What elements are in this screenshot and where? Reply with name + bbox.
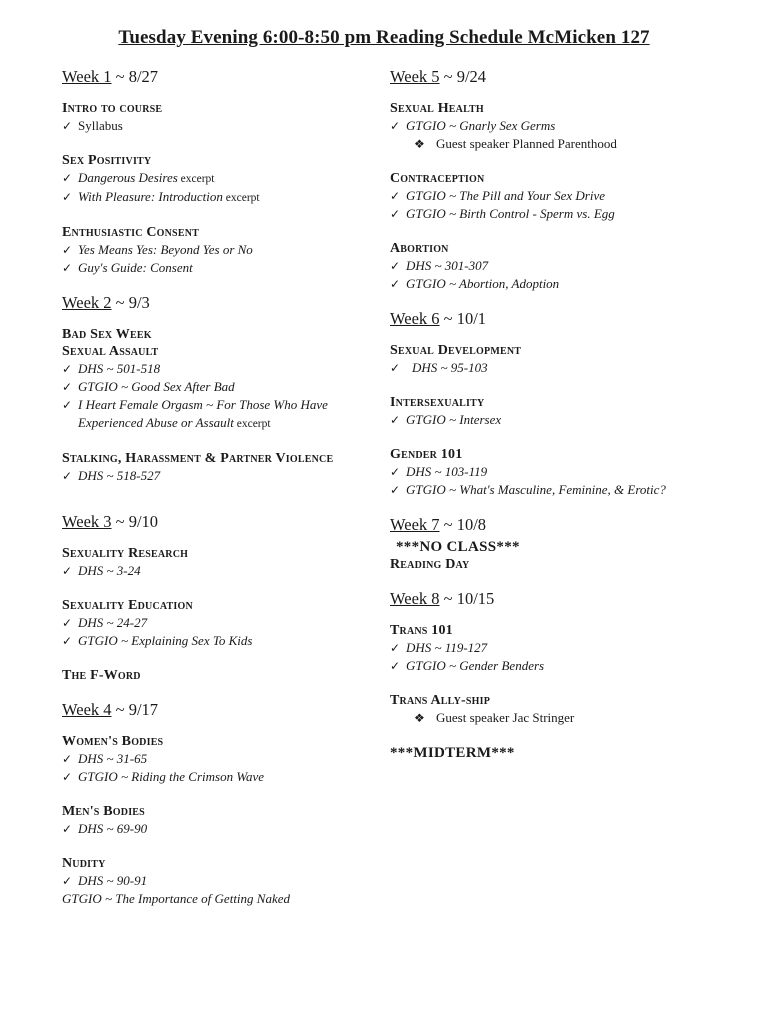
reading-item [62, 820, 380, 838]
section-mens-bodies: Men's Bodies [62, 804, 145, 819]
item-suffix: excerpt [233, 418, 271, 430]
check-icon: ✓ [62, 243, 73, 257]
item-text: With Pleasure: Introduction [78, 189, 223, 204]
check-icon: ✓ [390, 465, 401, 479]
week-date: ~ 9/3 [111, 293, 150, 312]
item-text: DHS ~ 103-119 [406, 464, 488, 479]
item-text: GTGIO ~ Birth Control - Sperm vs. Egg [406, 206, 615, 221]
reading-item [62, 614, 380, 632]
section-intro-to-course: Intro to course [62, 101, 163, 116]
item-text: DHS ~ 501-518 [78, 361, 161, 376]
check-icon: ✓ [62, 822, 73, 836]
check-icon: ✓ [62, 752, 73, 766]
check-icon: ✓ [390, 259, 401, 273]
week-label: Week 1 [62, 67, 112, 86]
section-bad-sex-week: Bad Sex Week [62, 327, 152, 342]
reading-item [62, 768, 380, 786]
item-text: DHS ~ 301-307 [406, 258, 489, 273]
check-icon: ✓ [62, 469, 73, 483]
section-sex-positivity: Sex Positivity [62, 153, 152, 168]
guest-speaker-item [390, 709, 730, 727]
section-the-f-word: The F-Word [62, 668, 141, 683]
item-text: Yes Means Yes: Beyond Yes or No [78, 242, 253, 257]
week-1-heading [62, 66, 380, 88]
check-icon: ✓ [390, 119, 401, 133]
item-text: GTGIO ~ Explaining Sex To Kids [78, 633, 253, 648]
item-text: DHS ~ 31-65 [78, 751, 148, 766]
check-icon: ✓ [390, 483, 401, 497]
item-text: Syllabus [78, 118, 123, 133]
item-text: DHS ~ 24-27 [78, 615, 148, 630]
week-date: ~ 9/24 [439, 67, 487, 86]
diamond-bullet-icon: ❖ [414, 711, 425, 725]
reading-item [390, 657, 730, 675]
check-icon: ✓ [390, 207, 401, 221]
item-text: GTGIO ~ Good Sex After Bad [78, 379, 235, 394]
check-icon: ✓ [390, 413, 401, 427]
reading-item [390, 257, 730, 275]
item-text: DHS ~ 119-127 [406, 640, 488, 655]
check-icon: ✓ [390, 277, 401, 291]
week-label: Week 6 [390, 309, 440, 328]
page-title: Tuesday Evening 6:00-8:50 pm Reading Schedule McMicken 127 [118, 27, 650, 48]
reading-item [390, 359, 730, 377]
check-icon: ✓ [62, 190, 73, 204]
section-sexual-development: Sexual Development [390, 343, 522, 358]
reading-item [62, 117, 380, 135]
item-text: Guy's Guide: Consent [78, 260, 193, 275]
reading-item [62, 378, 380, 396]
item-text: Guest speaker Jac Stringer [436, 710, 575, 725]
week-8-heading [390, 588, 730, 610]
item-suffix: excerpt [222, 192, 260, 204]
item-text: GTGIO ~ Riding the Crimson Wave [78, 769, 265, 784]
week-date: ~ 9/17 [111, 700, 159, 719]
reading-item [62, 188, 380, 207]
reading-item [390, 205, 730, 223]
week-date: ~ 10/8 [439, 515, 487, 534]
section-gender-101: Gender 101 [390, 447, 463, 462]
section-intersexuality: Intersexuality [390, 395, 485, 410]
right-column [390, 66, 730, 762]
check-icon: ✓ [390, 659, 401, 673]
week-label: Week 3 [62, 512, 112, 531]
week-date: ~ 8/27 [111, 67, 159, 86]
item-text: GTGIO ~ The Pill and Your Sex Drive [406, 188, 606, 203]
midterm-notice: ***MIDTERM*** [390, 745, 515, 761]
section-sexuality-research: Sexuality Research [62, 546, 189, 561]
week-label: Week 2 [62, 293, 112, 312]
section-enthusiastic-consent: Enthusiastic Consent [62, 225, 199, 240]
section-abortion: Abortion [390, 241, 449, 256]
section-womens-bodies: Women's Bodies [62, 734, 164, 749]
check-icon: ✓ [62, 261, 73, 275]
item-text: I Heart Female Orgasm ~ For Those Who Have [78, 397, 328, 412]
item-text: DHS ~ 69-90 [78, 821, 148, 836]
reading-item [62, 169, 380, 188]
section-sexuality-education: Sexuality Education [62, 598, 193, 613]
item-text: Guest speaker Planned Parenthood [436, 136, 617, 151]
check-icon: ✓ [62, 874, 73, 888]
section-trans-101: Trans 101 [390, 623, 453, 638]
section-sexual-health: Sexual Health [390, 101, 484, 116]
reading-item [62, 259, 380, 277]
reading-item [390, 463, 730, 481]
reading-item [390, 275, 730, 293]
reading-item [390, 411, 730, 429]
reading-item-plain: GTGIO ~ The Importance of Getting Naked [62, 891, 291, 906]
week-date: ~ 10/15 [439, 589, 495, 608]
check-icon: ✓ [390, 361, 401, 375]
section-nudity: Nudity [62, 856, 106, 871]
check-icon: ✓ [62, 380, 73, 394]
reading-item [390, 481, 730, 499]
reading-item [390, 639, 730, 657]
reading-item [62, 562, 380, 580]
item-text: DHS ~ 95-103 [412, 360, 488, 375]
reading-item [62, 632, 380, 650]
reading-item [62, 241, 380, 259]
week-3-heading [62, 511, 380, 533]
check-icon: ✓ [62, 770, 73, 784]
item-text: DHS ~ 90-91 [78, 873, 148, 888]
item-text-continued: Experienced Abuse or Assault [78, 415, 234, 430]
check-icon: ✓ [62, 119, 73, 133]
reading-item [390, 117, 730, 135]
item-text: GTGIO ~ Intersex [406, 412, 502, 427]
week-2-heading [62, 292, 380, 314]
reading-item [62, 750, 380, 768]
item-text: GTGIO ~ What's Masculine, Feminine, & Erotic? [406, 482, 666, 497]
week-date: ~ 9/10 [111, 512, 159, 531]
week-4-heading [62, 699, 380, 721]
reading-item [62, 872, 380, 890]
week-label: Week 7 [390, 515, 440, 534]
week-5-heading [390, 66, 730, 88]
check-icon: ✓ [62, 634, 73, 648]
check-icon: ✓ [62, 616, 73, 630]
reading-item [390, 187, 730, 205]
section-contraception: Contraception [390, 171, 485, 186]
reading-item [62, 396, 380, 433]
week-date: ~ 10/1 [439, 309, 487, 328]
week-label: Week 8 [390, 589, 440, 608]
left-column [62, 66, 380, 908]
check-icon: ✓ [390, 189, 401, 203]
diamond-bullet-icon: ❖ [414, 137, 425, 151]
section-trans-ally-ship: Trans Ally-ship [390, 693, 491, 708]
item-text: GTGIO ~ Gender Benders [406, 658, 545, 673]
item-text: GTGIO ~ Gnarly Sex Germs [406, 118, 556, 133]
check-icon: ✓ [62, 398, 73, 412]
check-icon: ✓ [62, 362, 73, 376]
week-6-heading [390, 308, 730, 330]
check-icon: ✓ [62, 564, 73, 578]
week-7-heading [390, 514, 730, 536]
reading-day-label: Reading Day [390, 557, 470, 572]
week-label: Week 4 [62, 700, 112, 719]
reading-item [62, 360, 380, 378]
item-suffix: excerpt [177, 173, 215, 185]
item-text: GTGIO ~ Abortion, Adoption [406, 276, 560, 291]
week-label: Week 5 [390, 67, 440, 86]
item-text: Dangerous Desires [78, 170, 178, 185]
guest-speaker-item [390, 135, 730, 153]
check-icon: ✓ [390, 641, 401, 655]
check-icon: ✓ [62, 171, 73, 185]
item-text: DHS ~ 3-24 [78, 563, 141, 578]
reading-item [62, 467, 380, 485]
item-text: DHS ~ 518-527 [78, 468, 161, 483]
section-stalking-harassment: Stalking, Harassment & Partner Violence [62, 451, 334, 466]
section-sexual-assault: Sexual Assault [62, 344, 159, 359]
no-class-notice: ***NO CLASS*** [396, 539, 520, 555]
